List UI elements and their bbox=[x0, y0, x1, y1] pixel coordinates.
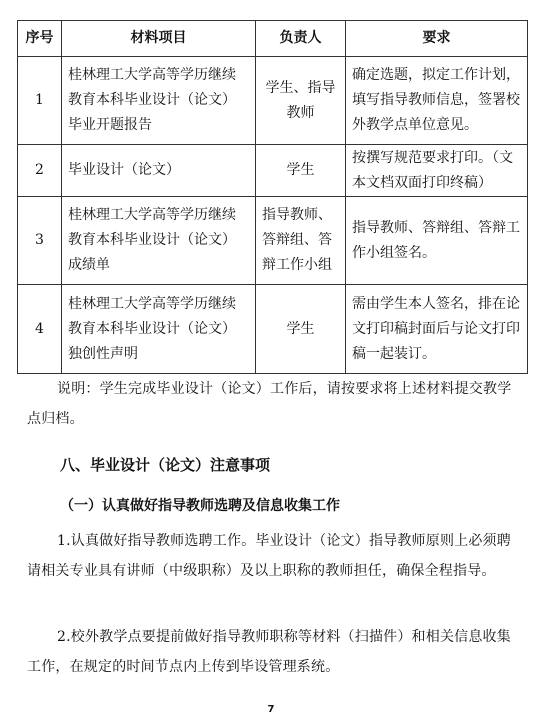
row-owner: 学生 bbox=[256, 285, 346, 374]
row-no: 3 bbox=[18, 197, 62, 285]
row-requirement: 需由学生本人签名，排在论文打印稿封面后与论文打印稿一起装订。 bbox=[346, 285, 528, 374]
row-requirement: 确定选题，拟定工作计划，填写指导教师信息，签署校外教学点单位意见。 bbox=[346, 57, 528, 145]
row-owner: 学生、指导教师 bbox=[256, 57, 346, 145]
row-owner: 学生 bbox=[256, 145, 346, 197]
materials-table bbox=[17, 20, 528, 374]
row-requirement: 指导教师、答辩组、答辩工作小组签名。 bbox=[346, 197, 528, 285]
note-text: 说明：学生完成毕业设计（论文）工作后，请按要求将上述材料提交教学点归档。 bbox=[27, 381, 512, 427]
table-row bbox=[18, 57, 528, 145]
table-row bbox=[18, 197, 528, 285]
header-item: 材料项目 bbox=[62, 21, 256, 57]
paragraph-1 bbox=[27, 526, 521, 586]
section-heading: 八、毕业设计（论文）注意事项 bbox=[60, 456, 271, 474]
header-requirement: 要求 bbox=[346, 21, 528, 57]
row-item: 毕业设计（论文） bbox=[62, 145, 256, 197]
page-number: 7 bbox=[267, 704, 275, 715]
table-row bbox=[18, 285, 528, 374]
paragraph-text: 1.认真做好指导教师选聘工作。毕业设计（论文）指导教师原则上必须聘请相关专业具有讲师（中级职称）及以上职称的教师担任，确保全程指导。 bbox=[27, 533, 511, 579]
header-owner: 负责人 bbox=[256, 21, 346, 57]
row-item: 桂林理工大学高等学历继续教育本科毕业设计（论文）成绩单 bbox=[62, 197, 256, 285]
row-no: 4 bbox=[18, 285, 62, 374]
row-item: 桂林理工大学高等学历继续教育本科毕业设计（论文）独创性声明 bbox=[62, 285, 256, 374]
row-no: 1 bbox=[18, 57, 62, 145]
row-no: 2 bbox=[18, 145, 62, 197]
subsection-heading: （一）认真做好指导教师选聘及信息收集工作 bbox=[60, 498, 340, 514]
table-note bbox=[27, 374, 521, 434]
row-item: 桂林理工大学高等学历继续教育本科毕业设计（论文）毕业开题报告 bbox=[62, 57, 256, 145]
row-owner: 指导教师、答辩组、答辩工作小组 bbox=[256, 197, 346, 285]
paragraph-text: 2.校外教学点要提前做好指导教师职称等材料（扫描件）和相关信息收集工作，在规定的时间节点内上传到毕设管理系统。 bbox=[27, 629, 511, 675]
header-no: 序号 bbox=[18, 21, 62, 57]
table-row bbox=[18, 145, 528, 197]
paragraph-2 bbox=[27, 622, 521, 682]
row-requirement: 按撰写规范要求打印。（文本文档双面打印终稿） bbox=[346, 145, 528, 197]
table-header-row bbox=[18, 21, 528, 57]
